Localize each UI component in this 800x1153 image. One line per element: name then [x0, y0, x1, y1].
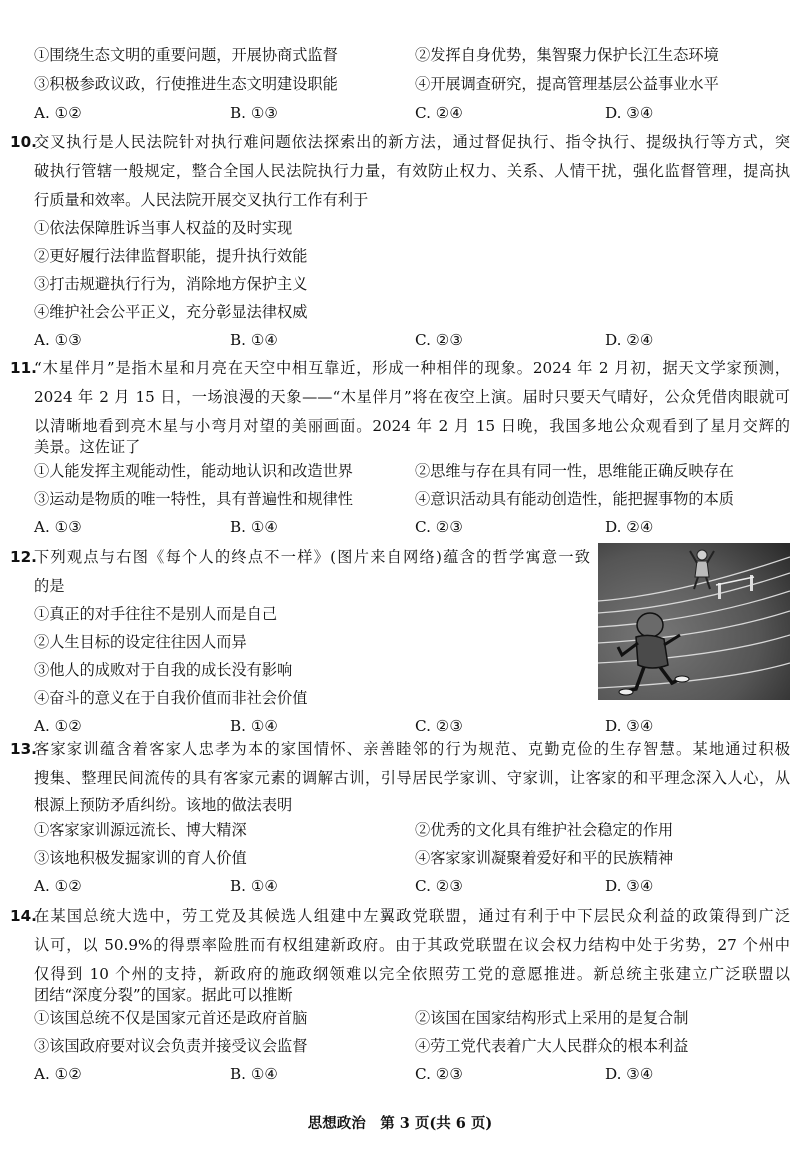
q12-option-c: C. ②③ — [415, 717, 463, 735]
q11-item-1: ①人能发挥主观能动性，能动地认识和改造世界 — [34, 462, 353, 480]
q11-stem-line-4: 美景。这佐证了 — [34, 438, 141, 456]
q9-option-d: D. ③④ — [605, 104, 654, 122]
q14-stem-line-1: 在某国总统大选中，劳工党及其候选人组建中左翼政党联盟，通过有利于中下层民众利益的政策得到广泛 — [34, 907, 790, 925]
q11-option-d: D. ②④ — [605, 518, 654, 536]
runner-illustration — [598, 543, 790, 700]
q12-option-a: A. ①② — [34, 717, 82, 735]
q12-item-2: ②人生目标的设定往往因人而异 — [34, 633, 247, 651]
q10-option-c: C. ②③ — [415, 331, 463, 349]
q14-item-2: ②该国在国家结构形式上采用的是复合制 — [415, 1009, 689, 1027]
q11-item-3: ③运动是物质的唯一特性，具有普遍性和规律性 — [34, 490, 353, 508]
q9-item-1: ①围绕生态文明的重要问题，开展协商式监督 — [34, 46, 338, 64]
q9-item-4: ④开展调查研究，提高管理基层公益事业水平 — [415, 75, 719, 93]
q14-item-1: ①该国总统不仅是国家元首还是政府首脑 — [34, 1009, 308, 1027]
q12-item-1: ①真正的对手往往不是别人而是自己 — [34, 605, 277, 623]
q9-option-c: C. ②④ — [415, 104, 463, 122]
q11-option-a: A. ①③ — [34, 518, 82, 536]
q10-option-d: D. ②④ — [605, 331, 654, 349]
q13-option-b: B. ①④ — [230, 877, 279, 895]
q10-option-b: B. ①④ — [230, 331, 279, 349]
q12-item-4: ④奋斗的意义在于自我价值而非社会价值 — [34, 689, 308, 707]
page-footer: 思想政治 第 3 页(共 6 页) — [307, 1115, 493, 1132]
q14-option-a: A. ①② — [34, 1065, 82, 1083]
q10-option-a: A. ①③ — [34, 331, 82, 349]
q12-stem-line-2: 的是 — [34, 577, 65, 595]
q14-option-b: B. ①④ — [230, 1065, 279, 1083]
q10-stem-line-2: 破执行管辖一般规定，整合全国人民法院执行力量，有效防止权力、关系、人情干扰，强化监督管理，提高执 — [34, 162, 790, 180]
q11-item-2: ②思维与存在具有同一性，思维能正确反映存在 — [415, 462, 734, 480]
q11-option-b: B. ①④ — [230, 518, 279, 536]
q10-stem-line-3: 行质量和效率。人民法院开展交叉执行工作有利于 — [34, 191, 369, 209]
q13-item-3: ③该地积极发掘家训的育人价值 — [34, 849, 247, 867]
q10-item-4: ④维护社会公平正义，充分彰显法律权威 — [34, 303, 308, 321]
q10-stem-line-1: 交叉执行是人民法院针对执行难问题依法探索出的新方法，通过督促执行、指令执行、提级执行等方式，突 — [34, 133, 790, 151]
q13-item-4: ④客家家训凝聚着爱好和平的民族精神 — [415, 849, 674, 867]
q13-option-d: D. ③④ — [605, 877, 654, 895]
q11-stem-line-1: “木星伴月”是指木星和月亮在天空中相互靠近，形成一种相伴的现象。2024 年 2 月初，据天文学家预测， — [34, 359, 790, 377]
q11-stem-line-3: 以清晰地看到亮木星与小弯月对望的美丽画面。2024 年 2 月 15 日晚，我国多地公众观看到了星月交辉的 — [34, 417, 790, 435]
q11-stem-line-2: 2024 年 2 月 15 日，一场浪漫的天象——“木星伴月”将在夜空上演。届时只要天气晴好，公众凭借肉眼就可 — [34, 388, 790, 406]
q10-item-3: ③打击规避执行行为，消除地方保护主义 — [34, 275, 308, 293]
q14-stem-line-2: 认可，以 50.9%的得票率险胜而有权组建新政府。由于其政党联盟在议会权力结构中处于劣势，27 个州中 — [34, 936, 790, 954]
q14-item-4: ④劳工党代表着广大人民群众的根本利益 — [415, 1037, 689, 1055]
q10-item-1: ①依法保障胜诉当事人权益的及时实现 — [34, 219, 293, 237]
q10-number: 10. — [10, 133, 37, 151]
q9-item-3: ③积极参政议政，行使推进生态文明建设职能 — [34, 75, 338, 93]
q9-option-a: A. ①② — [34, 104, 82, 122]
q9-option-b: B. ①③ — [230, 104, 279, 122]
q14-option-d: D. ③④ — [605, 1065, 654, 1083]
q13-item-1: ①客家家训源远流长、博大精深 — [34, 821, 247, 839]
q10-item-2: ②更好履行法律监督职能，提升执行效能 — [34, 247, 308, 265]
q13-number: 13. — [10, 740, 37, 758]
q14-stem-line-4: 团结“深度分裂”的国家。据此可以推断 — [34, 986, 293, 1004]
q12-option-b: B. ①④ — [230, 717, 279, 735]
q13-option-a: A. ①② — [34, 877, 82, 895]
q13-stem-line-1: 客家家训蕴含着客家人忠孝为本的家国情怀、亲善睦邻的行为规范、克勤克俭的生存智慧。某地通过积极 — [34, 740, 790, 758]
q13-stem-line-2: 搜集、整理民间流传的具有客家元素的调解古训，引导居民学家训、守家训，让客家的和平理念深入人心，从 — [34, 769, 790, 787]
q14-number: 14. — [10, 907, 37, 925]
q12-option-d: D. ③④ — [605, 717, 654, 735]
q14-stem-line-3: 仅得到 10 个州的支持，新政府的施政纲领难以完全依照劳工党的意愿推进。新总统主张建立广泛联盟以 — [34, 965, 790, 983]
q11-option-c: C. ②③ — [415, 518, 463, 536]
q13-option-c: C. ②③ — [415, 877, 463, 895]
q14-item-3: ③该国政府要对议会负责并接受议会监督 — [34, 1037, 308, 1055]
q14-option-c: C. ②③ — [415, 1065, 463, 1083]
q13-item-2: ②优秀的文化具有维护社会稳定的作用 — [415, 821, 674, 839]
q11-item-4: ④意识活动具有能动创造性，能把握事物的本质 — [415, 490, 734, 508]
q9-item-2: ②发挥自身优势，集智聚力保护长江生态环境 — [415, 46, 719, 64]
q12-stem-line-1: 下列观点与右图《每个人的终点不一样》(图片来自网络)蕴含的哲学寓意一致 — [34, 548, 590, 566]
q12-number: 12. — [10, 548, 37, 566]
q11-number: 11. — [10, 359, 37, 377]
q13-stem-line-3: 根源上预防矛盾纠纷。该地的做法表明 — [34, 796, 293, 814]
q12-item-3: ③他人的成败对于自我的成长没有影响 — [34, 661, 293, 679]
